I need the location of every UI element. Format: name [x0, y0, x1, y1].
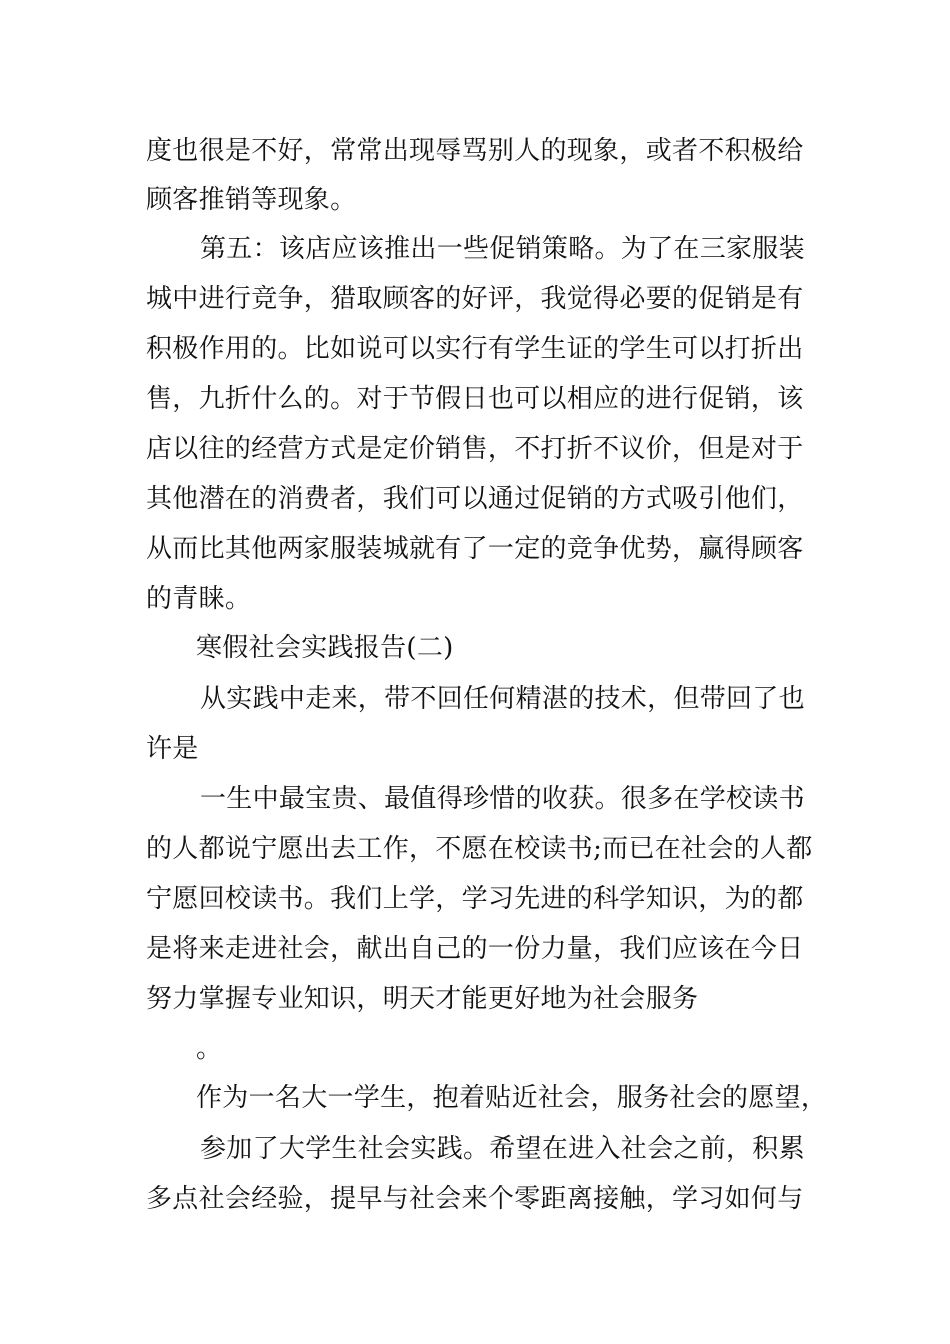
- text-line: 顾客推销等现象。: [146, 185, 357, 215]
- text-line: 其他潜在的消费者，我们可以通过促销的方式吸引他们，: [146, 484, 804, 514]
- paragraph-start-line: 参加了大学生社会实践。希望在进入社会之前，积累: [200, 1134, 805, 1164]
- paragraph-start-line: 第五：该店应该推出一些促销策略。为了在三家服装: [200, 234, 805, 264]
- text-line: 的人都说宁愿出去工作，不愿在校读书;而已在社会的人都: [146, 834, 813, 864]
- text-line: 是将来走进社会，献出自己的一份力量，我们应该在今日: [146, 934, 804, 964]
- text-line: 店以往的经营方式是定价销售，不打折不议价，但是对于: [146, 434, 804, 464]
- punctuation-line: 。: [196, 1034, 223, 1064]
- text-line: 努力掌握专业知识，明天才能更好地为社会服务: [146, 984, 699, 1014]
- text-line: 许是: [146, 734, 199, 764]
- text-line: 售，九折什么的。对于节假日也可以相应的进行促销，该: [146, 384, 804, 414]
- section-title: 寒假社会实践报告(二): [196, 633, 454, 663]
- text-line: 从而比其他两家服装城就有了一定的竞争优势，赢得顾客: [146, 534, 804, 564]
- paragraph-start-line: 从实践中走来，带不回任何精湛的技术，但带回了也: [200, 684, 805, 714]
- text-line: 城中进行竞争，猎取顾客的好评，我觉得必要的促销是有: [146, 284, 804, 314]
- text-line: 宁愿回校读书。我们上学，学习先进的科学知识，为的都: [146, 884, 804, 914]
- paragraph-start-line: 一生中最宝贵、最值得珍惜的收获。很多在学校读书: [200, 784, 805, 814]
- text-line: 度也很是不好，常常出现辱骂别人的现象，或者不积极给: [146, 136, 804, 166]
- text-line: 的青睐。: [146, 584, 252, 614]
- paragraph-start-line: 作为一名大一学生，抱着贴近社会，服务社会的愿望，: [196, 1083, 828, 1113]
- text-line: 积极作用的。比如说可以实行有学生证的学生可以打折出: [146, 334, 804, 364]
- text-line: 多点社会经验，提早与社会来个零距离接触，学习如何与: [146, 1184, 804, 1214]
